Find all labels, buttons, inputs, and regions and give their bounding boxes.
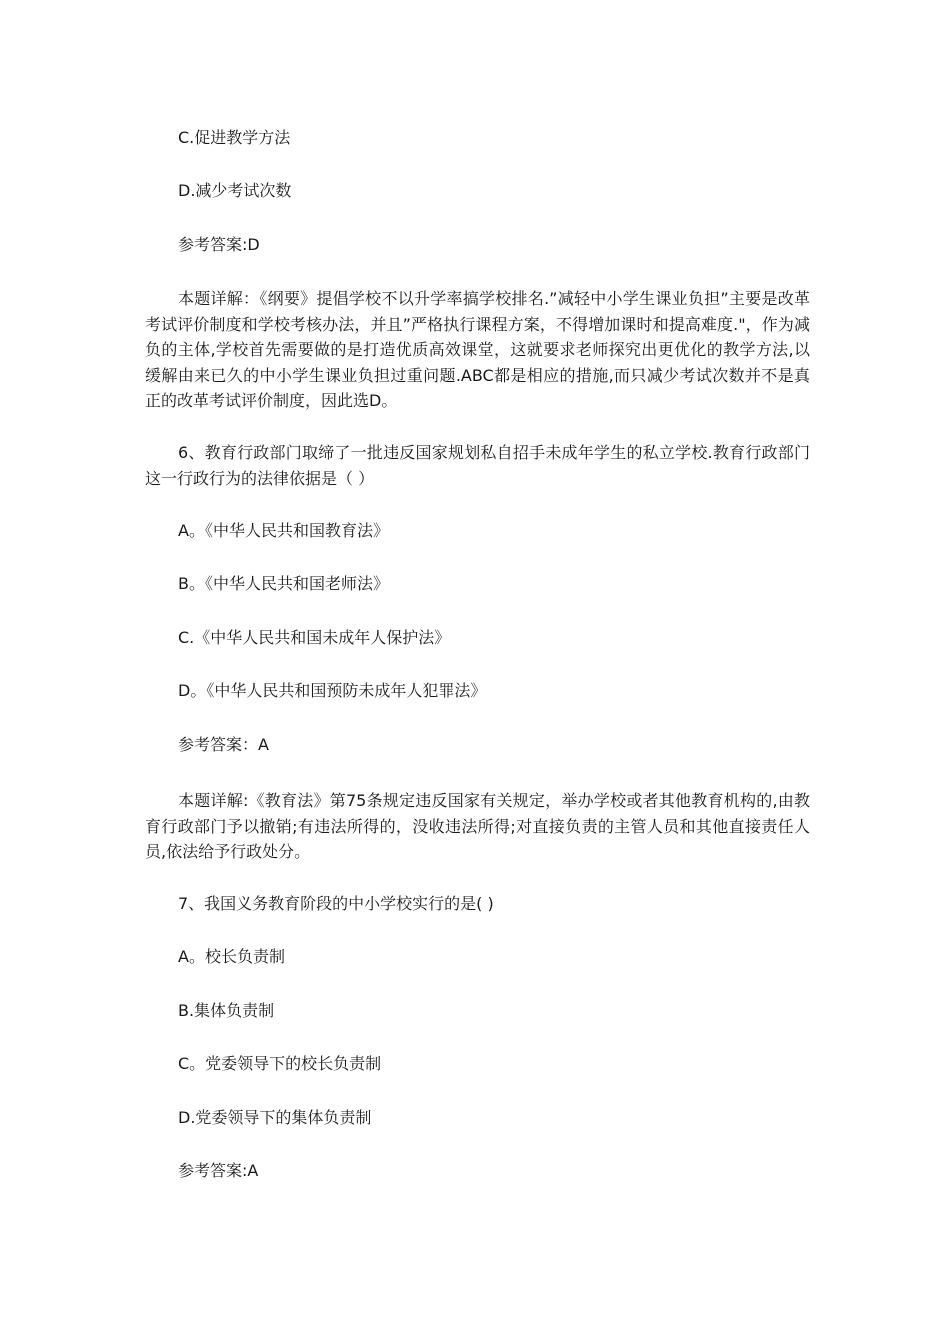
q7-answer: 参考答案:A [178, 1161, 259, 1180]
q7-question: 7、我国义务教育阶段的中小学校实行的是( ) [178, 894, 494, 913]
q6-option-c: C.《中华人民共和国未成年人保护法》 [178, 628, 451, 647]
q7-option-c: C。党委领导下的校长负责制 [178, 1054, 382, 1073]
q6-option-b: B。《中华人民共和国老师法》 [178, 574, 389, 593]
q7-option-a: A。校长负责制 [178, 947, 285, 966]
q6-option-a: A。《中华人民共和国教育法》 [178, 521, 389, 540]
q5-option-d: D.减少考试次数 [178, 181, 292, 200]
q6-explanation: 本题详解:《教育法》第75条规定违反国家有关规定，举办学校或者其他教育机构的,由教育行政部门予以撤销;有违法所得的，没收违法所得;对直接负责的主管人员和其他直接责任人员,依法给予行政处分。 [145, 791, 810, 861]
q6-question: 6、教育行政部门取缔了一批违反国家规划私自招手未成年学生的私立学校.教育行政部门这一行政行为的法律依据是（ ） [145, 443, 810, 488]
q6-answer: 参考答案：A [178, 735, 269, 754]
q7-option-b: B.集体负责制 [178, 1001, 275, 1020]
q5-answer: 参考答案:D [178, 235, 260, 254]
q5-explanation: 本题详解：《纲要》提倡学校不以升学率搞学校排名.”减轻中小学生课业负担”主要是改革考试评价制度和学校考核办法，并且”严格执行课程方案，不得增加课时和提高难度."，作为减负的主体,学校首先需要做的是打造优质高效课堂，这就要求老师探究出更优化的教学方法,以缓解由来已久的中小学生课业负担过重问题.ABC都是相应的措施,而只减少考试次数并不是真正的改革考试评价制度，因此选D。 [145, 289, 810, 410]
q5-option-c: C.促进教学方法 [178, 128, 291, 147]
q6-option-d: D。《中华人民共和国预防未成年人犯罪法》 [178, 681, 487, 700]
q7-option-d: D.党委领导下的集体负责制 [178, 1108, 372, 1127]
